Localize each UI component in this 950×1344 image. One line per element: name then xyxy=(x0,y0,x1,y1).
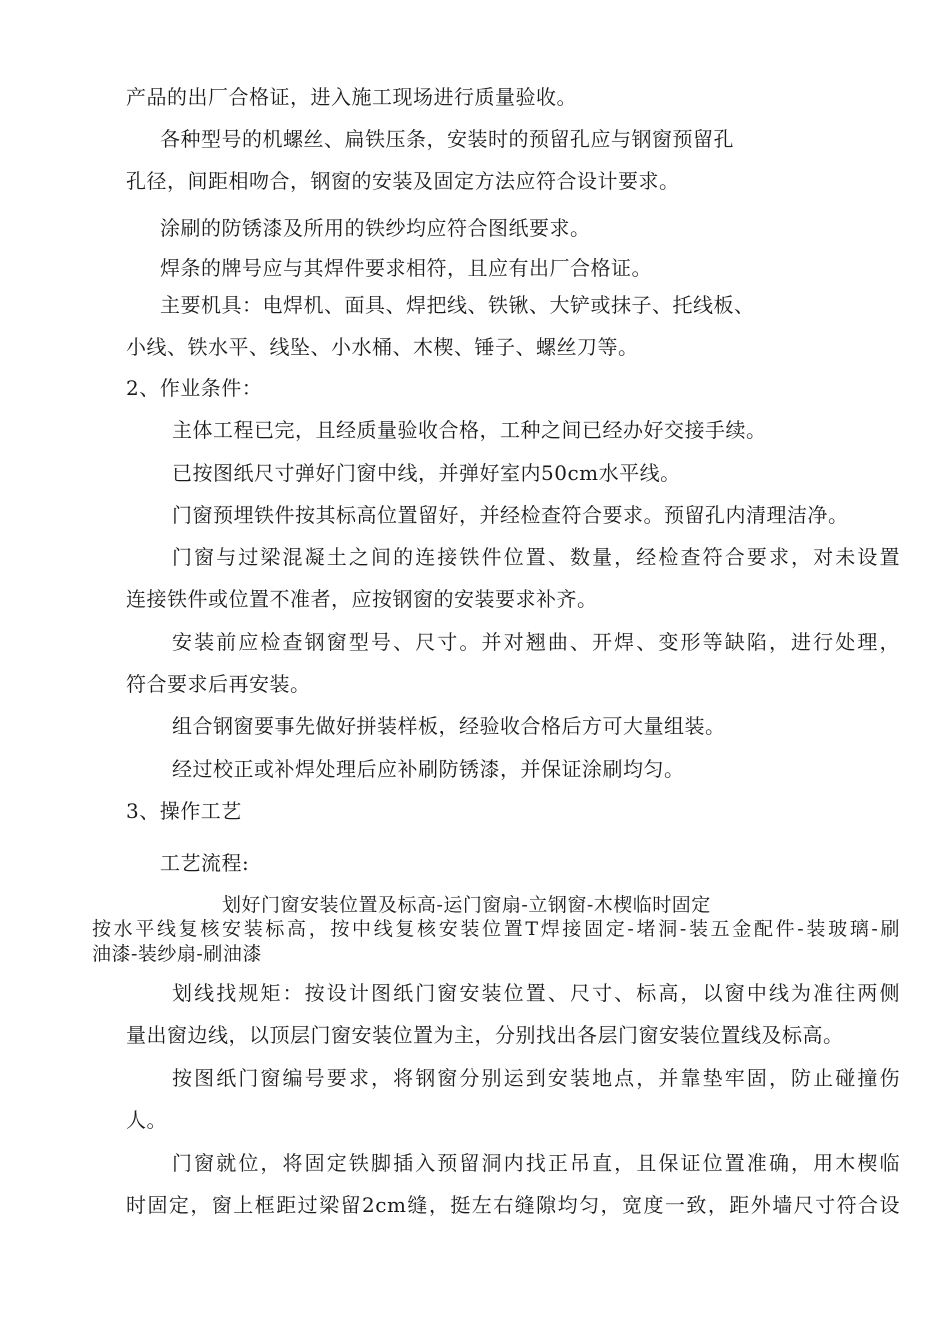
text-line: 连接铁件或位置不准者，应按钢窗的安装要求补齐。 xyxy=(126,587,598,611)
process-flow-line: 油漆-装纱扇-刷油漆 xyxy=(92,943,262,965)
text-line: 组合钢窗要事先做好拼装样板，经验收合格后方可大量组装。 xyxy=(172,714,726,738)
text-line: 已按图纸尺寸弹好门窗中线，并弹好室内50cm水平线。 xyxy=(172,461,681,485)
text-line: 安装前应检查钢窗型号、尺寸。并对翘曲、开焊、变形等缺陷，进行处理， xyxy=(172,630,900,654)
text-line: 门窗与过梁混凝土之间的连接铁件位置、数量，经检查符合要求，对未设置 xyxy=(172,545,900,569)
text-line: 小线、铁水平、线坠、小水桶、木楔、锤子、螺丝刀等。 xyxy=(126,335,639,359)
text-line: 人。 xyxy=(126,1108,167,1132)
text-line: 时固定，窗上框距过梁留2cm缝，挺左右缝隙均匀，宽度一致，距外墙尺寸符合设 xyxy=(126,1193,900,1217)
text-line: 门窗就位，将固定铁脚插入预留洞内找正吊直，且保证位置准确，用木楔临 xyxy=(172,1151,900,1175)
text-line: 主体工程已完，且经质量验收合格，工种之间已经办好交接手续。 xyxy=(172,418,767,442)
section-heading: 2、作业条件： xyxy=(126,376,263,400)
text-line: 门窗预埋铁件按其标高位置留好，并经检查符合要求。预留孔内清理洁净。 xyxy=(172,503,849,527)
text-line: 工艺流程: xyxy=(160,851,250,875)
text-line: 经过校正或补焊处理后应补刷防锈漆，并保证涂刷均匀。 xyxy=(172,757,685,781)
text-line: 孔径，间距相吻合，钢窗的安装及固定方法应符合设计要求。 xyxy=(126,169,680,193)
text-line: 各种型号的机螺丝、扁铁压条，安装时的预留孔应与钢窗预留孔 xyxy=(160,127,734,151)
text-line: 符合要求后再安装。 xyxy=(126,672,311,696)
text-line: 产品的出厂合格证，进入施工现场进行质量验收。 xyxy=(126,85,577,109)
process-flow-line: 划好门窗安装位置及标高-运门窗扇-立钢窗-木楔临时固定 xyxy=(222,894,711,916)
section-heading: 3、操作工艺 xyxy=(126,799,242,823)
text-line: 划线找规矩：按设计图纸门窗安装位置、尺寸、标高，以窗中线为准往两侧 xyxy=(172,981,900,1005)
text-line: 按图纸门窗编号要求，将钢窗分别运到安装地点，并靠垫牢固，防止碰撞伤 xyxy=(172,1066,900,1090)
text-line: 涂刷的防锈漆及所用的铁纱均应符合图纸要求。 xyxy=(160,216,591,240)
text-line: 主要机具：电焊机、面具、焊把线、铁锹、大铲或抹子、托线板、 xyxy=(160,293,755,317)
process-flow-line: 按水平线复核安装标高，按中线复核安装位置T焊接固定-堵洞-装五金配件-装玻璃-刷 xyxy=(92,918,900,940)
text-line: 量出窗边线，以顶层门窗安装位置为主，分别找出各层门窗安装位置线及标高。 xyxy=(126,1023,844,1047)
text-line: 焊条的牌号应与其焊件要求相符，且应有出厂合格证。 xyxy=(160,256,652,280)
